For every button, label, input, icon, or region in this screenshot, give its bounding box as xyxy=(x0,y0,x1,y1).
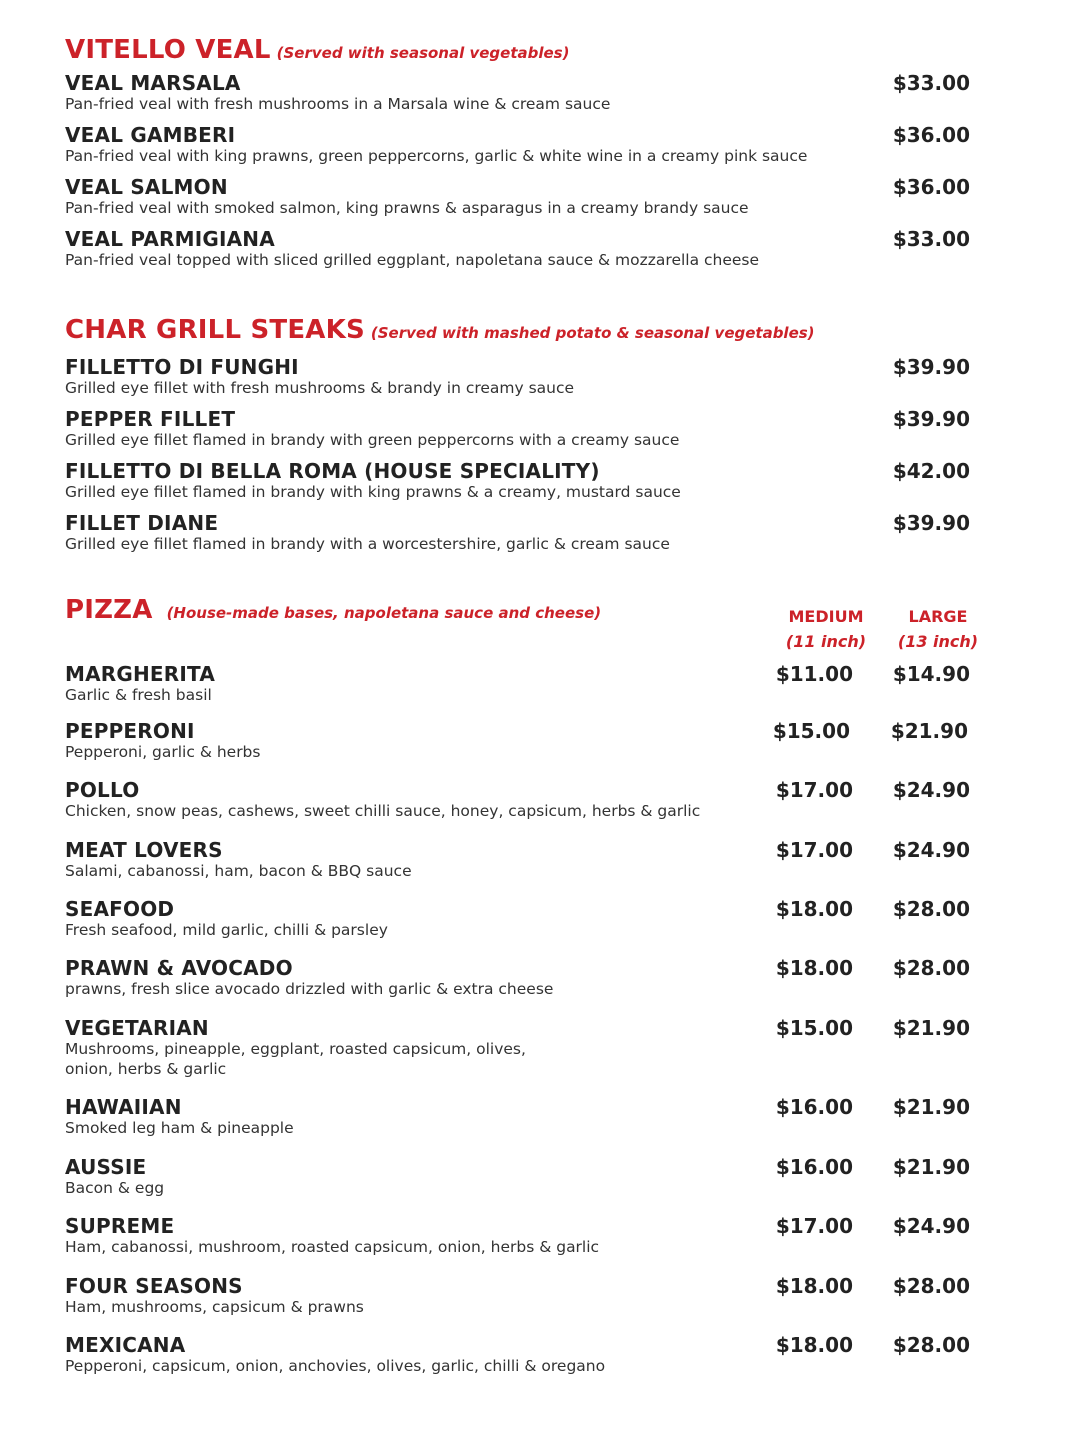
pizza-item xyxy=(65,720,985,762)
price-large: $28.00 xyxy=(892,1274,970,1298)
section-header-pizza xyxy=(65,595,601,625)
item-price: $36.00 xyxy=(892,123,970,147)
item-name: VEAL PARMIGIANA xyxy=(65,227,275,251)
item-name: FILLET DIANE xyxy=(65,511,219,535)
price-medium: $15.00 xyxy=(775,1016,853,1040)
price-medium: $18.00 xyxy=(775,1333,853,1357)
item-description: Garlic & fresh basil xyxy=(65,686,212,704)
section-note: (Served with seasonal vegetables) xyxy=(276,44,570,62)
price-large: $24.90 xyxy=(892,838,970,862)
section-header-veal xyxy=(65,35,569,65)
column-header-medium xyxy=(778,604,874,654)
item-price: $39.90 xyxy=(892,355,970,379)
pizza-item xyxy=(65,957,985,999)
price-medium: $16.00 xyxy=(775,1095,853,1119)
item-description: Ham, cabanossi, mushroom, roasted capsicum, onion, herbs & garlic xyxy=(65,1238,600,1256)
item-description: Chicken, snow peas, cashews, sweet chilli sauce, honey, capsicum, herbs & garlic xyxy=(65,802,701,820)
item-description: Pepperoni, garlic & herbs xyxy=(65,743,261,761)
menu-item xyxy=(65,176,985,218)
pizza-item xyxy=(65,1215,985,1257)
item-description: Grilled eye fillet flamed in brandy with green peppercorns with a creamy sauce xyxy=(65,431,680,449)
item-name: FOUR SEASONS xyxy=(65,1274,243,1298)
item-name: SEAFOOD xyxy=(65,897,175,921)
item-price: $36.00 xyxy=(892,175,970,199)
item-name: HAWAIIAN xyxy=(65,1095,182,1119)
item-description: Grilled eye fillet flamed in brandy with a worcestershire, garlic & cream sauce xyxy=(65,535,670,553)
item-name: PEPPERONI xyxy=(65,719,195,743)
item-name: VEAL GAMBERI xyxy=(65,123,236,147)
item-name: VEAL MARSALA xyxy=(65,71,241,95)
item-name: MEAT LOVERS xyxy=(65,838,223,862)
pizza-item xyxy=(65,1334,985,1376)
price-medium: $18.00 xyxy=(775,956,853,980)
item-name: VEGETARIAN xyxy=(65,1016,209,1040)
pizza-item xyxy=(65,1096,985,1138)
price-medium: $17.00 xyxy=(775,1214,853,1238)
item-name: PRAWN & AVOCADO xyxy=(65,956,293,980)
price-medium: $16.00 xyxy=(775,1155,853,1179)
item-description: Mushrooms, pineapple, eggplant, roasted capsicum, olives, onion, herbs & garlic xyxy=(65,1040,526,1078)
item-description: Pepperoni, capsicum, onion, anchovies, olives, garlic, chilli & oregano xyxy=(65,1357,606,1375)
price-large: $24.90 xyxy=(892,1214,970,1238)
price-large: $21.90 xyxy=(890,719,968,743)
menu-item xyxy=(65,408,985,450)
item-description: Pan-fried veal with king prawns, green peppercorns, garlic & white wine in a creamy pink sauce xyxy=(65,147,808,165)
item-name: MEXICANA xyxy=(65,1333,186,1357)
item-description: Fresh seafood, mild garlic, chilli & parsley xyxy=(65,921,388,939)
price-large: $28.00 xyxy=(892,1333,970,1357)
price-medium: $17.00 xyxy=(775,778,853,802)
pizza-item xyxy=(65,1156,985,1198)
price-medium: $18.00 xyxy=(775,897,853,921)
section-note: (Served with mashed potato & seasonal vegetables) xyxy=(370,324,815,342)
price-medium: $15.00 xyxy=(772,719,850,743)
price-large: $21.90 xyxy=(892,1155,970,1179)
item-price: $33.00 xyxy=(892,227,970,251)
item-description: Ham, mushrooms, capsicum & prawns xyxy=(65,1298,364,1316)
section-title: CHAR GRILL STEAKS xyxy=(65,315,365,345)
price-medium: $11.00 xyxy=(775,662,853,686)
menu-item xyxy=(65,228,985,270)
item-name: VEAL SALMON xyxy=(65,175,228,199)
item-description: Pan-fried veal topped with sliced grilled eggplant, napoletana sauce & mozzarella cheese xyxy=(65,251,760,269)
item-description: prawns, fresh slice avocado drizzled with garlic & extra cheese xyxy=(65,980,554,998)
item-description: Salami, cabanossi, ham, bacon & BBQ sauce xyxy=(65,862,412,880)
price-large: $21.90 xyxy=(892,1095,970,1119)
item-name: MARGHERITA xyxy=(65,662,216,686)
item-description: Pan-fried veal with fresh mushrooms in a Marsala wine & cream sauce xyxy=(65,95,611,113)
item-price: $42.00 xyxy=(892,459,970,483)
section-title: VITELLO VEAL xyxy=(65,35,271,65)
item-description: Grilled eye fillet with fresh mushrooms & brandy in creamy sauce xyxy=(65,379,575,397)
pizza-item xyxy=(65,898,985,940)
price-large: $14.90 xyxy=(892,662,970,686)
menu-item xyxy=(65,72,985,114)
item-price: $33.00 xyxy=(892,71,970,95)
column-label: MEDIUM xyxy=(788,607,864,626)
item-name: POLLO xyxy=(65,778,140,802)
price-large: $28.00 xyxy=(892,956,970,980)
menu-item xyxy=(65,512,985,554)
item-name: AUSSIE xyxy=(65,1155,147,1179)
item-description: Pan-fried veal with smoked salmon, king prawns & asparagus in a creamy brandy sauce xyxy=(65,199,749,217)
price-medium: $17.00 xyxy=(775,838,853,862)
item-name: FILLETTO DI BELLA ROMA (HOUSE SPECIALITY) xyxy=(65,459,600,483)
section-title: PIZZA xyxy=(65,595,153,625)
column-size: (11 inch) xyxy=(785,632,867,651)
price-medium: $18.00 xyxy=(775,1274,853,1298)
price-large: $28.00 xyxy=(892,897,970,921)
menu-item xyxy=(65,124,985,166)
item-price: $39.90 xyxy=(892,511,970,535)
pizza-item xyxy=(65,779,985,821)
menu-item xyxy=(65,460,985,502)
column-label: LARGE xyxy=(908,607,968,626)
item-name: FILLETTO DI FUNGHI xyxy=(65,355,299,379)
item-description: Grilled eye fillet flamed in brandy with king prawns & a creamy, mustard sauce xyxy=(65,483,681,501)
pizza-item xyxy=(65,839,985,881)
column-size: (13 inch) xyxy=(897,632,979,651)
pizza-item xyxy=(65,1275,985,1317)
price-large: $21.90 xyxy=(892,1016,970,1040)
price-large: $24.90 xyxy=(892,778,970,802)
item-description: Bacon & egg xyxy=(65,1179,165,1197)
pizza-item xyxy=(65,663,985,705)
item-name: PEPPER FILLET xyxy=(65,407,236,431)
item-name: SUPREME xyxy=(65,1214,175,1238)
item-price: $39.90 xyxy=(892,407,970,431)
item-description: Smoked leg ham & pineapple xyxy=(65,1119,294,1137)
menu-item xyxy=(65,356,985,398)
column-header-large xyxy=(890,604,986,654)
section-header-steaks xyxy=(65,315,815,345)
pizza-item xyxy=(65,1017,985,1079)
section-note: (House-made bases, napoletana sauce and cheese) xyxy=(166,604,602,622)
